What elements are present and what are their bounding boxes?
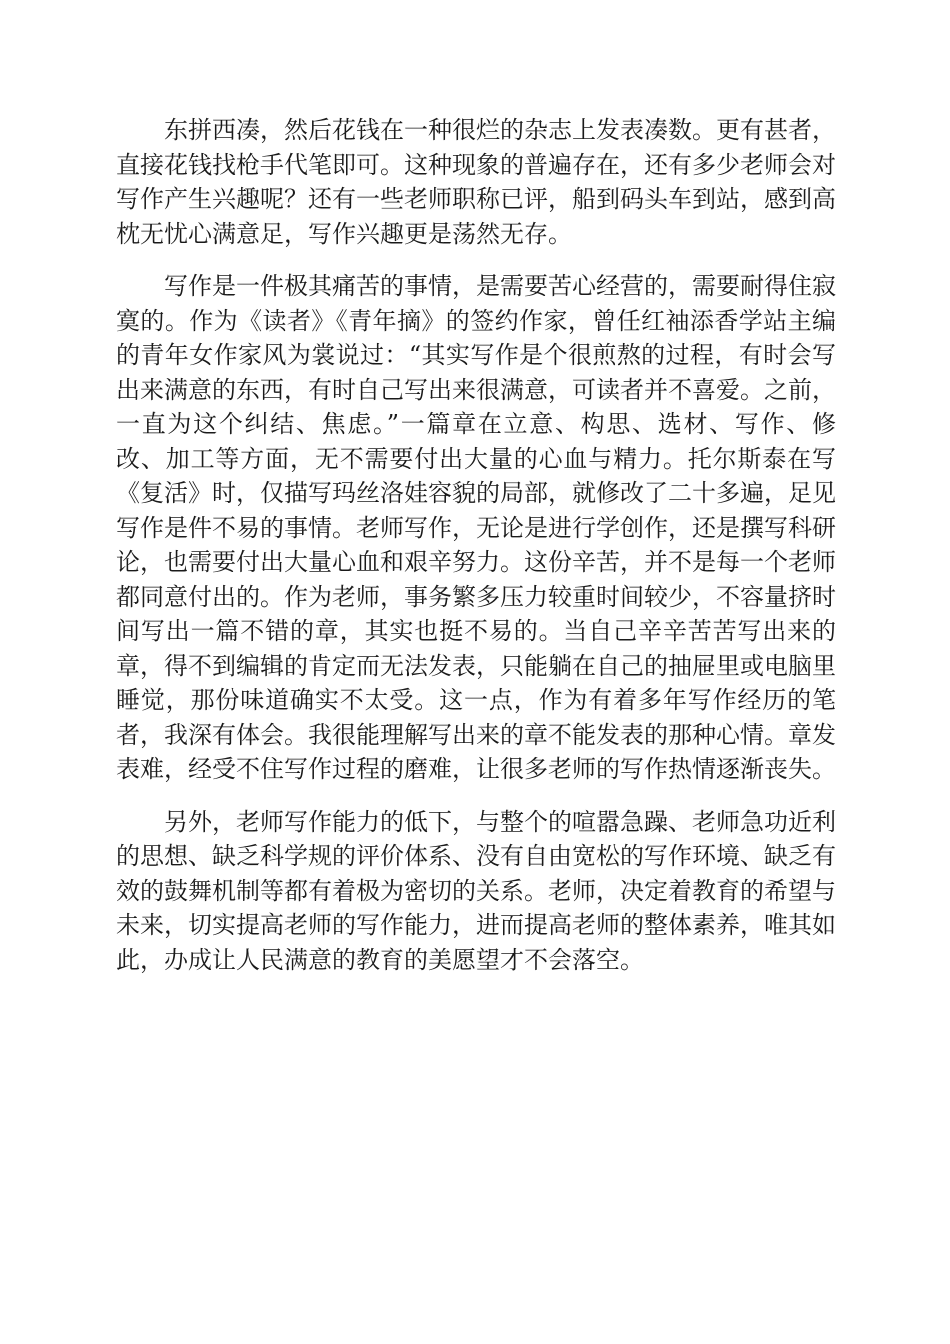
document-body [116, 113, 836, 995]
paragraph-2: 写作是一件极其痛苦的事情，是需要苦心经营的，需要耐得住寂寞的。作为《读者》《青年摘》的签约作家，曾任红袖添香学站主编的青年女作家风为裳说过：“其实写作是个很煎熬的过程，有时会写出来满意的东西，有时自己写出来很满意，可读者并不喜爱。之前，一直为这个纠结、焦虑。”一篇章在立意、构思、选材、写作、修改、加工等方面，无不需要付出大量的心血与精力。托尔斯泰在写《复活》时，仅描写玛丝洛娃容貌的局部，就修改了二十多遍，足见写作是件不易的事情。老师写作，无论是进行学创作，还是撰写科研论，也需要付出大量心血和艰辛努力。这份辛苦，并不是每一个老师都同意付出的。作为老师，事务繁多压力较重时间较少，不容量挤时间写出一篇不错的章，其实也挺不易的。当自己辛辛苦苦写出来的章，得不到编辑的肯定而无法发表，只能躺在自己的抽屉里或电脑里睡觉，那份味道确实不太受。这一点，作为有着多年写作经历的笔者，我深有体会。我很能理解写出来的章不能发表的那种心情。章发表难，经受不住写作过程的磨难，让很多老师的写作热情逐渐丧失。 [116, 272, 836, 783]
paragraph-1: 东拼西凑，然后花钱在一种很烂的杂志上发表凑数。更有甚者，直接花钱找枪手代笔即可。这种现象的普遍存在，还有多少老师会对写作产生兴趣呢？还有一些老师职称已评，船到码头车到站，感到高枕无忧心满意足，写作兴趣更是荡然无存。 [116, 116, 836, 248]
paragraph-3: 另外，老师写作能力的低下，与整个的喧嚣急躁、老师急功近利的思想、缺乏科学规的评价体系、没有自由宽松的写作环境、缺乏有效的鼓舞机制等都有着极为密切的关系。老师，决定着教育的希望与未来，切实提高老师的写作能力，进而提高老师的整体素养，唯其如此，办成让人民满意的教育的美愿望才不会落空。 [116, 807, 836, 974]
